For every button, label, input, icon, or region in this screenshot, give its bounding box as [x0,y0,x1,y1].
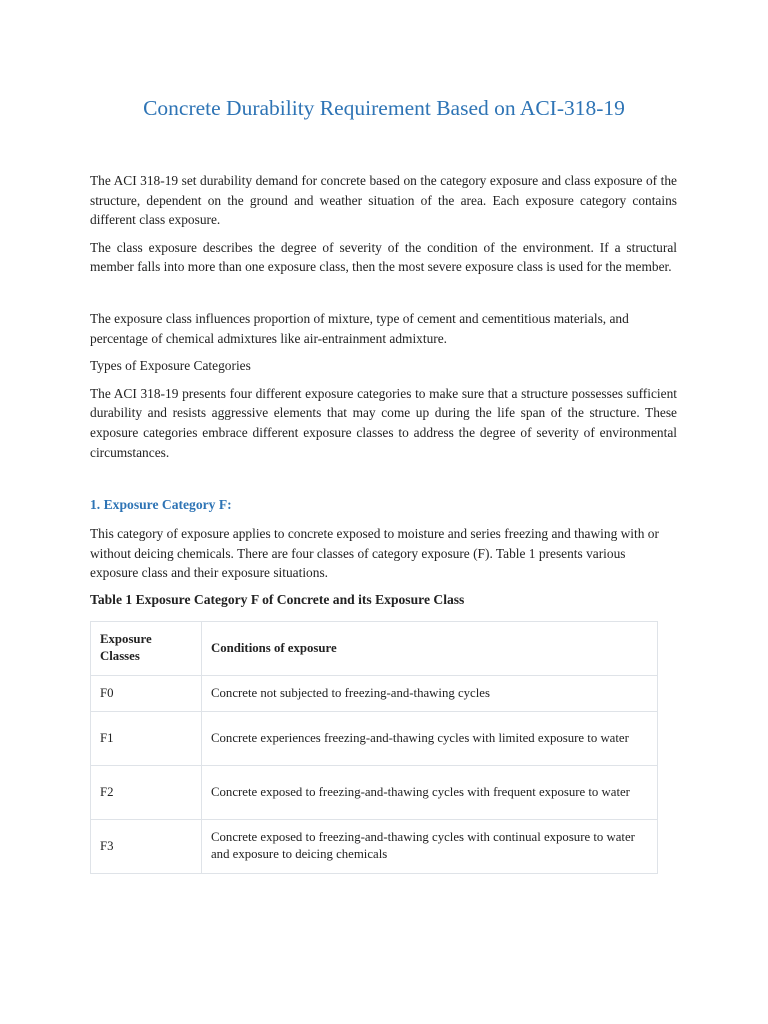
exposure-condition-cell: Concrete exposed to freezing-and-thawing cycles with continual exposure to water and exposure to deicing chemicals [202,819,658,873]
table-caption: Table 1 Exposure Category F of Concrete and its Exposure Class [90,591,465,607]
paragraph-class-exposure: The class exposure describes the degree of severity of the condition of the environment. If a structural member falls into more than one exposure class, then the most severe exposure class is used for the member. [90,239,677,275]
table-row [91,765,658,819]
column-header-conditions: Conditions of exposure [202,621,658,675]
paragraph-intro: The ACI 318-19 set durability demand for concrete based on the category exposure and class exposure of the structure, dependent on the ground and weather situation of the area. Each exposure category contains different class exposure. [90,173,677,228]
page-title: Concrete Durability Requirement Based on ACI-318-19 [143,96,625,120]
exposure-class-table [90,621,658,874]
paragraph-four-categories: The ACI 318-19 presents four different exposure categories to make sure that a structure possesses sufficient durability and resists aggressive elements that may come up during the life span of the structure. These exposure categories embrace different exposure classes to address the degree of severity of environmental circumstances. [90,385,677,460]
exposure-condition-cell: Concrete exposed to freezing-and-thawing cycles with frequent exposure to water [202,765,658,819]
exposure-class-cell: F0 [91,675,202,711]
exposure-class-cell: F3 [91,819,202,873]
paragraph-types-heading: Types of Exposure Categories [90,358,251,374]
paragraph-category-f: This category of exposure applies to concrete exposed to moisture and series freezing and thawing with or without deicing chemicals. There are four classes of category exposure (F). Table 1 presents various exposure class and their exposure situations. [90,526,659,581]
exposure-class-cell: F1 [91,711,202,765]
table-row [91,675,658,711]
table-header-row [91,621,658,675]
exposure-class-cell: F2 [91,765,202,819]
table-row [91,819,658,873]
section-heading-category-f: 1. Exposure Category F: [90,497,232,513]
document-body [90,171,677,874]
paragraph-exposure-influence: The exposure class influences proportion of mixture, type of cement and cementitious materials, and percentage of chemical admixtures like air-entrainment admixture. [90,310,629,346]
exposure-condition-cell: Concrete experiences freezing-and-thawing cycles with limited exposure to water [202,711,658,765]
column-header-exposure-classes: Exposure Classes [91,621,202,675]
exposure-condition-cell: Concrete not subjected to freezing-and-thawing cycles [202,675,658,711]
table-row [91,711,658,765]
